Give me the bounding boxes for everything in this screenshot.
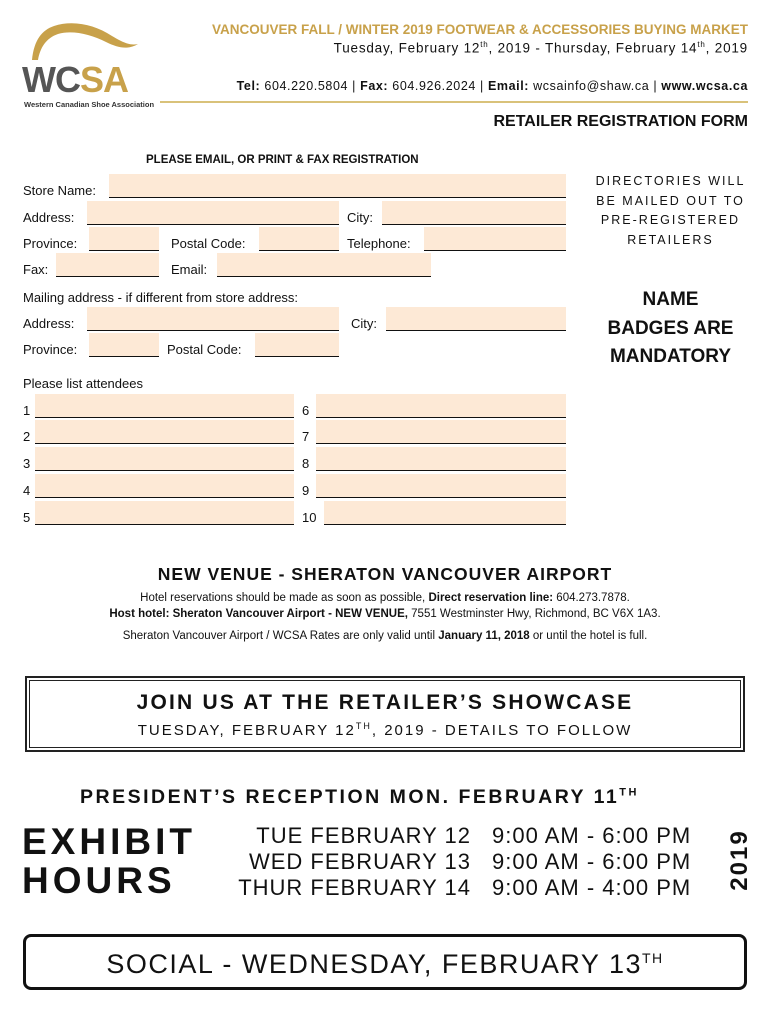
province-label: Province: (23, 236, 78, 251)
exhibit-hours-title: EXHIBIT HOURS (22, 821, 196, 901)
address-label: Address: (23, 210, 75, 225)
attendee-number: 2 (23, 429, 31, 444)
city-field[interactable] (382, 201, 566, 225)
exhibit-day: WED FEBRUARY 13 (248, 849, 471, 874)
form-title: RETAILER REGISTRATION FORM (493, 113, 748, 130)
showcase-title: JOIN US AT THE RETAILER’S SHOWCASE (136, 691, 634, 714)
attendee-number: 5 (23, 510, 31, 525)
email-field[interactable] (217, 253, 431, 277)
showcase-box (25, 676, 745, 752)
logo-subtitle: Western Canadian Shoe Association (24, 100, 155, 109)
attendee-number: 7 (302, 429, 310, 444)
telephone-field[interactable] (424, 227, 566, 251)
venue-title: NEW VENUE - SHERATON VANCOUVER AIRPORT (157, 564, 613, 584)
attendee-number: 10 (302, 510, 317, 525)
rates-line: Sheraton Vancouver Airport / WCSA Rates are only valid until January 11, 2018 or until the hotel is full. (122, 630, 648, 642)
presidents-reception: PRESIDENT’S RECEPTION MON. FEBRUARY 11TH (80, 786, 639, 808)
attendee-field-7[interactable] (316, 420, 566, 444)
mail-city-field[interactable] (386, 307, 566, 331)
event-title: VANCOUVER FALL / WINTER 2019 FOOTWEAR & ACCESSORIES BUYING MARKET (211, 22, 748, 37)
showcase-subtitle: TUESDAY, FEBRUARY 12TH, 2019 - DETAILS TO FOLLOW (137, 721, 633, 739)
attendee-number: 6 (302, 403, 310, 418)
fax-field[interactable] (56, 253, 159, 277)
attendee-number: 4 (23, 483, 31, 498)
exhibit-day: TUE FEBRUARY 12 (256, 823, 471, 848)
exhibit-time: 9:00 AM - 4:00 PM (492, 875, 692, 900)
logo-swoosh-icon (28, 20, 140, 64)
host-hotel-line: Host hotel: Sheraton Vancouver Airport - NEW VENUE, 7551 Westminster Hwy, Richmond, BC V6X 1A3. (109, 608, 661, 620)
attendee-field-5[interactable] (35, 501, 294, 525)
header-divider (160, 101, 748, 103)
mailing-address-note: Mailing address - if different from store address: (23, 290, 299, 305)
attendee-number: 1 (23, 403, 31, 418)
fax-number: 604.926.2024 (392, 79, 476, 93)
mail-city-label: City: (351, 316, 377, 331)
logo-wordmark: WCSA (22, 59, 128, 100)
email-label: Email: (171, 262, 208, 277)
mail-postal-code-field[interactable] (255, 333, 339, 357)
province-field[interactable] (89, 227, 159, 251)
exhibit-year: 2019 (726, 829, 753, 891)
store-name-label: Store Name: (23, 183, 96, 198)
attendee-field-4[interactable] (35, 474, 294, 498)
attendee-field-6[interactable] (316, 394, 566, 418)
wcsa-logo (22, 20, 155, 110)
attendee-field-1[interactable] (35, 394, 294, 418)
postal-code-field[interactable] (259, 227, 339, 251)
attendee-number: 8 (302, 456, 310, 471)
store-name-field[interactable] (109, 174, 566, 198)
exhibit-time: 9:00 AM - 6:00 PM (492, 823, 692, 848)
attendee-number: 9 (302, 483, 310, 498)
social-text: SOCIAL - WEDNESDAY, FEBRUARY 13TH (106, 949, 664, 979)
mail-province-field[interactable] (89, 333, 159, 357)
city-label: City: (347, 210, 373, 225)
name-badges-note: NAME BADGES ARE MANDATORY (607, 289, 734, 367)
attendee-field-2[interactable] (35, 420, 294, 444)
directories-note: DIRECTORIES WILL BE MAILED OUT TO PRE-REGISTERED RETAILERS (595, 174, 746, 247)
attendee-field-8[interactable] (316, 447, 566, 471)
reservation-line: Hotel reservations should be made as soon as possible, Direct reservation line: 604.273.7878. (140, 592, 630, 604)
fax-label: Fax: (23, 262, 49, 277)
address-field[interactable] (87, 201, 339, 225)
event-dates: Tuesday, February 12th, 2019 - Thursday, February 14th, 2019 (333, 40, 748, 56)
mail-address-field[interactable] (87, 307, 339, 331)
attendee-field-9[interactable] (316, 474, 566, 498)
exhibit-time: 9:00 AM - 6:00 PM (492, 849, 692, 874)
email-link[interactable]: wcsainfo@shaw.ca (533, 79, 650, 93)
telephone-label: Telephone: (347, 236, 411, 251)
attendee-field-3[interactable] (35, 447, 294, 471)
attendee-number: 3 (23, 456, 31, 471)
attendee-field-10[interactable] (324, 501, 566, 525)
exhibit-day: THUR FEBRUARY 14 (238, 875, 471, 900)
postal-code-label: Postal Code: (171, 236, 246, 251)
social-box (23, 934, 747, 990)
telephone-number: 604.220.5804 (264, 79, 349, 93)
mail-address-label: Address: (23, 316, 75, 331)
form-instruction: PLEASE EMAIL, OR PRINT & FAX REGISTRATION (146, 154, 419, 166)
mail-postal-code-label: Postal Code: (167, 342, 242, 357)
contact-line: Tel: 604.220.5804 | Fax: 604.926.2024 | Email: wcsainfo@shaw.ca | www.wcsa.ca (236, 79, 748, 93)
attendees-label: Please list attendees (23, 376, 143, 391)
website-link[interactable]: www.wcsa.ca (661, 79, 748, 93)
mail-province-label: Province: (23, 342, 78, 357)
